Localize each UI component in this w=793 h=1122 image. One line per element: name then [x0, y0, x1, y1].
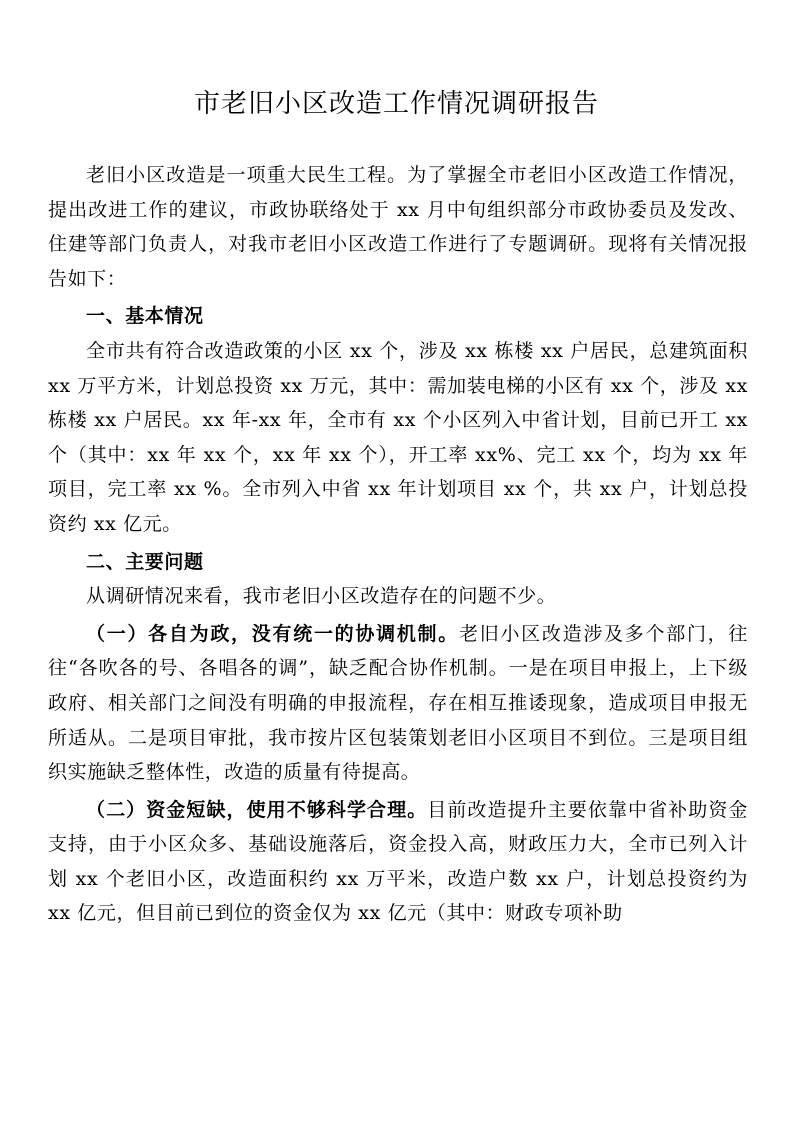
problems-intro-paragraph: 从调研情况来看，我市老旧小区改造存在的问题不少。: [86, 585, 557, 608]
problem-lead-2: （二）资金短缺，使用不够科学合理。: [86, 798, 428, 821]
document-title: 市老旧小区改造工作情况调研报告: [193, 89, 599, 119]
problem-text-1: 老旧小区改造涉及多个部门，往往“各吹各的号、各唱各的调”，缺乏配合协作机制。一是在项目申报上，上下级政府、相关部门之间没有明确的申报流程，存在相互推诿现象，造成项目申报无所适从。二是项目审批，我市按片区包装策划老旧小区项目不到位。三是项目组织实施缺乏整体性，改造的质量有待提高。: [48, 622, 748, 784]
section-heading-problems: 二、主要问题: [86, 550, 204, 573]
intro-paragraph: 老旧小区改造是一项重大民生工程。为了掌握全市老旧小区改造工作情况，提出改进工作的建议，市政协联络处于 xx 月中旬组织部分市政协委员及发改、住建等部门负责人，对我市老旧小区改造工作进行了专题调研。现将有关情况报告如下：: [48, 164, 748, 290]
problem-text-2: 目前改造提升主要依靠中省补助资金支持，由于小区众多、基础设施落后，资金投入高，财政压力大，全市已列入计划 xx 个老旧小区，改造面积约 xx 万平米，改造户数 xx 户，计划总投资约为 xx 亿元，但目前已到位的资金仅为 xx 亿元（其中：财政专项补助: [48, 798, 749, 925]
document-body: [48, 158, 748, 931]
problem-paragraph-1: [48, 617, 748, 790]
basic-situation-paragraph: 全市共有符合改造政策的小区 xx 个，涉及 xx 栋楼 xx 户居民，总建筑面积 xx 万平方米，计划总投资 xx 万元，其中：需加装电梯的小区有 xx 个，涉及 xx 栋楼 xx 户居民。xx 年-xx 年，全市有 xx 个小区列入中省计划，目前已开工 xx 个（其中：xx 年 xx 个，xx 年 xx 个），开工率 xx%、完工 xx 个，均为 xx 年项目，完工率 xx %。全市列入中省 xx 年计划项目 xx 个，共 xx 户，计划总投资约 xx 亿元。: [48, 339, 748, 535]
problem-lead-1: （一）各自为政，没有统一的协调机制。: [86, 622, 459, 645]
problem-paragraph-2: [48, 793, 748, 931]
section-heading-basic: 一、基本情况: [86, 305, 204, 328]
